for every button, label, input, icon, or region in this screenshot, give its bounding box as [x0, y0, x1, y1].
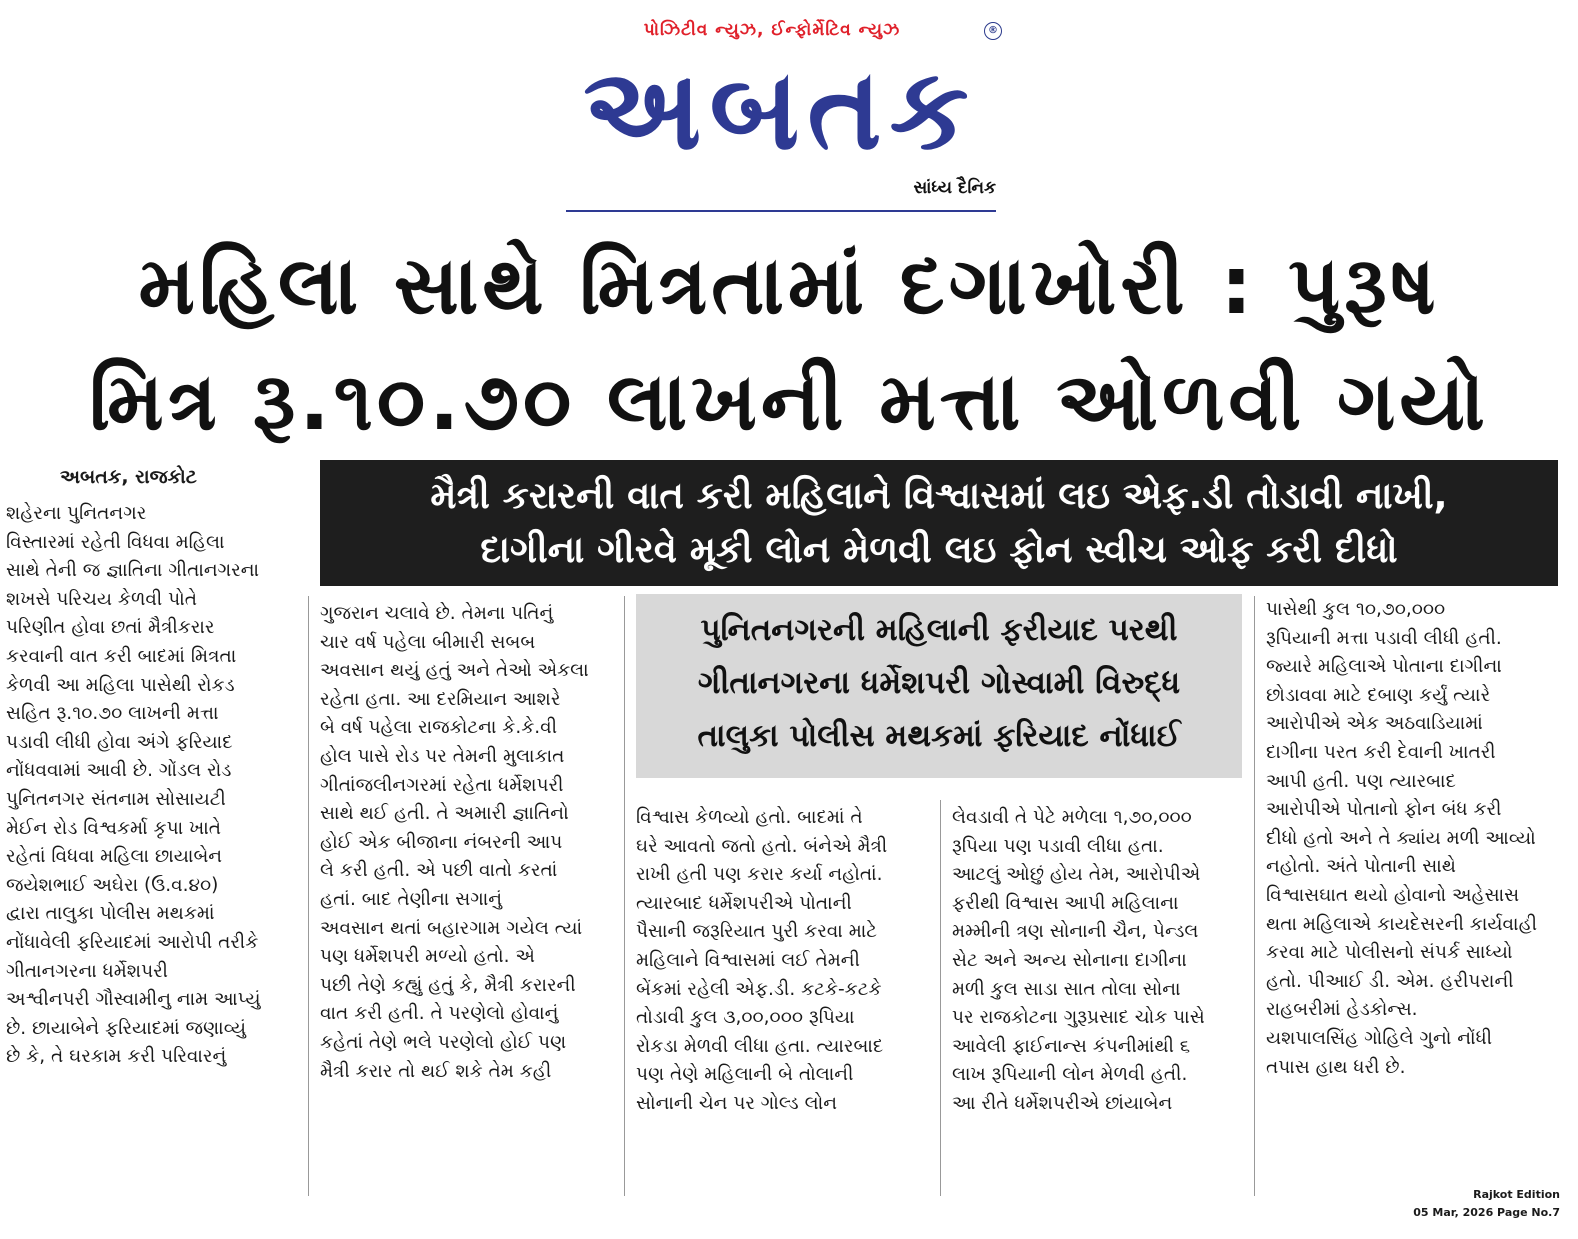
article-line: સાથે થઈ હતી. તે અમારી જ્ઞાતિનો: [320, 803, 569, 825]
article-line: સોનાની ચેન પર ગોલ્ડ લોન: [636, 1092, 837, 1114]
article-line: કહેતાં તેણે ભલે પરણેલો હોઈ પણ: [320, 1031, 567, 1053]
article-line: આરોપીએ પોતાનો ફોન બંધ કરી: [1266, 799, 1502, 821]
article-line: પણ તેણે મહિલાની બે તોલાની: [636, 1064, 854, 1086]
article-line: મૈત્રી કરાર તો થઈ શકે તેમ કહી: [320, 1060, 552, 1082]
column-rule: [308, 596, 309, 1196]
article-line: રહેતા હતા. આ દરમિયાન આશરે: [320, 688, 561, 710]
article-line: કેળવી આ મહિલા પાસેથી રોકડ: [6, 674, 235, 696]
article-line: લાખ રૂપિયાની લોન મેળવી હતી.: [952, 1064, 1188, 1086]
article-line: મહિલાને વિશ્વાસમાં લઈ તેમની: [636, 949, 860, 971]
article-line: ગીતાંજલીનગરમાં રહેતા ધર્મેશપરી: [320, 774, 564, 796]
subhead-line-1: મૈત્રી કરારની વાત કરી મહિલાને વિશ્વાસમાં લઇ એફ.ડી તોડાવી નાખી,: [430, 474, 1448, 517]
article-line: રૂપિયા પણ પડાવી લીધા હતા.: [952, 835, 1164, 857]
headline-line-1: મહિલા સાથે મિત્રતામાં દગાખોરી : પુરૂષ: [138, 239, 1440, 332]
article-line: અવસાન થયું હતું અને તેઓ એકલા: [320, 660, 589, 682]
article-line: હોઈ એક બીજાના નંબરની આપ: [320, 831, 563, 853]
column-rule: [624, 596, 625, 1196]
article-column-4: [952, 804, 1244, 1119]
article-line: કરવા માટે પોલીસનો સંપર્ક સાધ્યો: [1266, 942, 1513, 964]
article-column-3: [636, 804, 928, 1119]
article-line: લે કરી હતી. એ પછી વાતો કરતાં: [320, 860, 558, 882]
article-line: હતો. પીઆઈ ડી. એમ. હરીપરાની: [1266, 970, 1514, 992]
article-line: નોંધવવામાં આવી છે. ગોંડલ રોડ: [6, 760, 232, 782]
article-line: આરોપીએ એક અઠવાડિયામાં: [1266, 713, 1483, 735]
article-line: વિશ્વાસઘાત થયો હોવાનો અહેસાસ: [1266, 884, 1520, 906]
article-line: પુનિતનગર સંતનામ સોસાયટી: [6, 788, 226, 810]
article-line: છે કે, તે ઘરકામ કરી પરિવારનું: [6, 1046, 227, 1068]
article-line: નહોતો. અંતે પોતાની સાથે: [1266, 856, 1456, 878]
article-line: બે વર્ષ પહેલા રાજકોટના કે.કે.વી: [320, 717, 557, 739]
article-line: શખસે પરિચય કેળવી પોતે: [6, 588, 198, 610]
subhead-line-2: દાગીના ગીરવે મૂકી લોન મેળવી લઇ ફોન સ્વીચ ઓફ કરી દીધો: [480, 528, 1398, 571]
masthead-tagline: પોઝિટીવ ન્યુઝ, ઈન્ફોર્મેટિવ ન્યુઝ: [643, 20, 901, 40]
article-line: લેવડાવી તે પેટે મળેલા ૧,૭૦,૦૦૦: [952, 807, 1192, 828]
column-rule: [940, 800, 941, 1196]
article-line: રાખી હતી પણ કરાર કર્યા નહોતાં.: [636, 864, 883, 886]
article-line: યશપાલસિંહ ગોહિલે ગુનો નોંધી: [1266, 1027, 1493, 1049]
article-line: હોલ પાસે રોડ પર તેમની મુલાકાત: [320, 745, 565, 767]
article-line: આવેલી ફાઈનાન્સ કંપનીમાંથી ૬: [952, 1035, 1191, 1057]
article-line: છે. છાયાબેને ફરિયાદમાં જણાવ્યું: [6, 1017, 246, 1039]
masthead-underline: [566, 210, 996, 212]
article-line: સાથે તેની જ જ્ઞાતિના ગીતાનગરના: [6, 560, 260, 582]
article-line: રૂપિયાની મત્તા પડાવી લીધી હતી.: [1266, 627, 1502, 649]
article-line: અશ્વીનપરી ગૌસ્વામીનુ નામ આપ્યું: [6, 989, 261, 1011]
article-line: થતા મહિલાએ કાયદેસરની કાર્યવાહી: [1266, 913, 1538, 935]
highlight-line-3: તાલુકા પોલીસ મથકમાં ફરિયાદ નોંધાઈ: [697, 718, 1181, 754]
article-line: પર રાજકોટના ગુરૂપ્રસાદ ચોક પાસે: [952, 1007, 1205, 1029]
main-headline: [20, 228, 1558, 460]
article-line: રાહબરીમાં હેડકોન્સ.: [1266, 999, 1418, 1021]
highlight-line-1: પુનિતનગરની મહિલાની ફરીયાદ પરથી: [700, 612, 1178, 648]
article-line: ઘરે આવતો જતો હતો. બંનેએ મૈત્રી: [636, 835, 888, 857]
subhead-banner: [320, 460, 1558, 586]
article-line: ત્યારબાદ ધર્મેશપરીએ પોતાની: [636, 892, 852, 914]
article-line: સેટ અને અન્ય સોનાના દાગીના: [952, 949, 1187, 971]
article-line: દ્વારા તાલુકા પોલીસ મથકમાં: [6, 903, 215, 925]
article-line: દીધો હતો અને તે ક્યાંય મળી આવ્યો: [1266, 827, 1536, 849]
article-column-2: [320, 600, 612, 1086]
article-column-5: [1266, 596, 1558, 1082]
article-line: પછી તેણે કહ્યું હતું કે, મૈત્રી કરારની: [320, 974, 576, 996]
article-line: પણ ધર્મેશપરી મળ્યો હતો. એ: [320, 946, 535, 968]
article-line: ચાર વર્ષ પહેલા બીમારી સબબ: [320, 631, 536, 653]
article-line: આટલું ઓછું હોય તેમ, આરોપીએ: [952, 864, 1201, 886]
article-line: તપાસ હાથ ધરી છે.: [1266, 1056, 1406, 1078]
article-line: આ રીતે ધર્મેશપરીએ છાંયાબેન: [952, 1092, 1173, 1114]
registered-mark: ®: [984, 22, 1002, 40]
article-line: તોડાવી કુલ ૩,૦૦,૦૦૦ રૂપિયા: [636, 1007, 855, 1029]
article-line: કરવાની વાત કરી બાદમાં મિત્રતા: [6, 645, 237, 667]
article-column-1: [6, 500, 296, 1072]
article-line: બેંકમાં રહેલી એફ.ડી. કટકે-કટકે: [636, 978, 882, 1000]
article-line: પાસેથી કુલ ૧૦,૭૦,૦૦૦: [1266, 599, 1446, 620]
highlight-line-2: ગીતાનગરના ધર્મેશપરી ગોસ્વામી વિરુદ્ધ: [697, 665, 1181, 701]
article-line: વિશ્વાસ કેળવ્યો હતો. બાદમાં તે: [636, 807, 863, 828]
article-line: પરિણીત હોવા છતાં મૈત્રીકરાર: [6, 617, 215, 639]
dateline: અબતક, રાજકોટ: [60, 466, 197, 488]
masthead: [560, 18, 1010, 203]
article-line: વિસ્તારમાં રહેતી વિધવા મહિલા: [6, 531, 225, 553]
article-line: છોડાવવા માટે દબાણ કર્યું ત્યારે: [1266, 684, 1491, 706]
article-line: વાત કરી હતી. તે પરણેલો હોવાનું: [320, 1003, 559, 1025]
article-line: આપી હતી. પણ ત્યારબાદ: [1266, 770, 1456, 792]
article-line: જયેશભાઈ અઘેરા (ઉ.વ.૪૦): [6, 874, 219, 896]
article-line: મમ્મીની ત્રણ સોનાની ચૈન, પેન્ડલ: [952, 921, 1199, 943]
column-rule: [1254, 596, 1255, 1196]
headline-line-2: મિત્ર રૂ.૧૦.૭૦ લાખની મત્તા ઓળવી ગયો: [89, 355, 1489, 448]
article-line: રહેતાં વિધવા મહિલા છાયાબેન: [6, 846, 223, 868]
article-line: સહિત રૂ.૧૦.૭૦ લાખની મત્તા: [6, 703, 219, 725]
masthead-subtitle: સાંધ્ય દૈનિક: [913, 178, 996, 198]
article-line: પડાવી લીધી હોવા અંગે ફરિયાદ: [6, 731, 233, 753]
article-line: નોંધાવેલી ફરિયાદમાં આરોપી તરીકે: [6, 931, 259, 953]
article-line: મળી કુલ સાડા સાત તોલા સોના: [952, 978, 1181, 1000]
article-line: શહેરના પુનિતનગર: [6, 503, 147, 524]
article-line: જ્યારે મહિલાએ પોતાના દાગીના: [1266, 656, 1502, 678]
highlight-box: [636, 594, 1242, 778]
article-line: મેઈન રોડ વિશ્વકર્મા કૃપા ખાતે: [6, 817, 221, 839]
newspaper-logo: અબતક: [583, 46, 977, 174]
footer-edition: Rajkot Edition: [1473, 1188, 1560, 1201]
article-line: ગુજરાન ચલાવે છે. તેમના પતિનું: [320, 603, 554, 624]
article-line: પૈસાની જરૂરિયાત પુરી કરવા માટે: [636, 921, 878, 943]
footer-date-page: 05 Mar, 2026 Page No.7: [1413, 1206, 1560, 1219]
article-line: અવસાન થતાં બહારગામ ગયેલ ત્યાં: [320, 917, 583, 939]
article-line: દાગીના પરત કરી દેવાની ખાતરી: [1266, 741, 1496, 763]
article-line: ગીતાનગરના ધર્મેશપરી: [6, 960, 168, 982]
article-line: હતાં. બાદ તેણીના સગાનું: [320, 888, 503, 910]
article-line: ફરીથી વિશ્વાસ આપી મહિલાના: [952, 892, 1179, 914]
article-line: રોકડા મેળવી લીધા હતા. ત્યારબાદ: [636, 1035, 884, 1057]
